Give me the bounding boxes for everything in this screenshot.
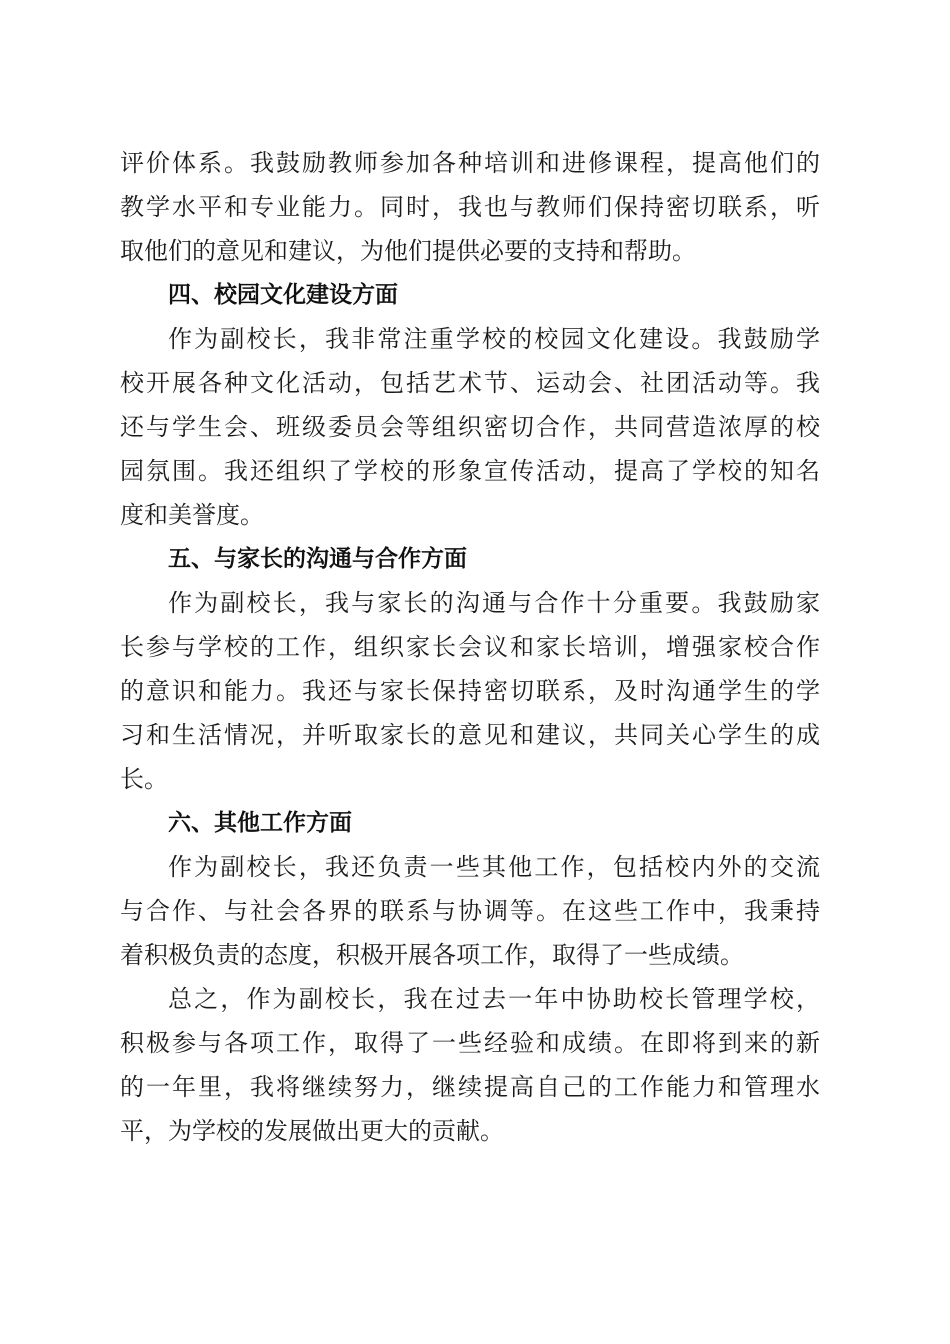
paragraph-line: 平，为学校的发展做出更大的贡献。: [120, 1117, 504, 1145]
paragraph-line: 作为副校长，我还负责一些其他工作，包括校内外的交流: [168, 853, 820, 881]
section-heading-5: 五、与家长的沟通与合作方面: [168, 546, 467, 572]
section-heading-6: 六、其他工作方面: [168, 810, 352, 836]
paragraph-line: 还与学生会、班级委员会等组织密切合作，共同营造浓厚的校: [120, 413, 820, 441]
paragraph-line: 与合作、与社会各界的联系与协调等。在这些工作中，我秉持: [120, 897, 820, 925]
section-6-paragraph: [120, 845, 820, 977]
paragraph-line: 作为副校长，我与家长的沟通与合作十分重要。我鼓励家: [168, 589, 820, 617]
conclusion-paragraph: [120, 977, 820, 1153]
paragraph-line: 园氛围。我还组织了学校的形象宣传活动，提高了学校的知名: [120, 457, 820, 485]
paragraph-line: 作为副校长，我非常注重学校的校园文化建设。我鼓励学: [168, 325, 820, 353]
section-5-paragraph: [120, 581, 820, 801]
paragraph-line: 长。: [120, 765, 168, 793]
paragraph-line: 取他们的意见和建议，为他们提供必要的支持和帮助。: [120, 237, 696, 265]
paragraph-line: 评价体系。我鼓励教师参加各种培训和进修课程，提高他们的: [120, 149, 820, 177]
document-body: [120, 141, 820, 1153]
paragraph-line: 教学水平和专业能力。同时，我也与教师们保持密切联系，听: [120, 193, 820, 221]
paragraph-line: 着积极负责的态度，积极开展各项工作，取得了一些成绩。: [120, 941, 744, 969]
paragraph-line: 总之，作为副校长，我在过去一年中协助校长管理学校，: [168, 985, 820, 1013]
paragraph-line: 长参与学校的工作，组织家长会议和家长培训，增强家校合作: [120, 633, 820, 661]
section-4-paragraph: [120, 317, 820, 537]
intro-paragraph: [120, 141, 820, 273]
paragraph-line: 度和美誉度。: [120, 501, 264, 529]
paragraph-line: 的意识和能力。我还与家长保持密切联系，及时沟通学生的学: [120, 677, 820, 705]
section-heading-4: 四、校园文化建设方面: [168, 282, 398, 308]
paragraph-line: 校开展各种文化活动，包括艺术节、运动会、社团活动等。我: [120, 369, 820, 397]
paragraph-line: 积极参与各项工作，取得了一些经验和成绩。在即将到来的新: [120, 1029, 820, 1057]
paragraph-line: 习和生活情况，并听取家长的意见和建议，共同关心学生的成: [120, 721, 820, 749]
paragraph-line: 的一年里，我将继续努力，继续提高自己的工作能力和管理水: [120, 1073, 820, 1101]
